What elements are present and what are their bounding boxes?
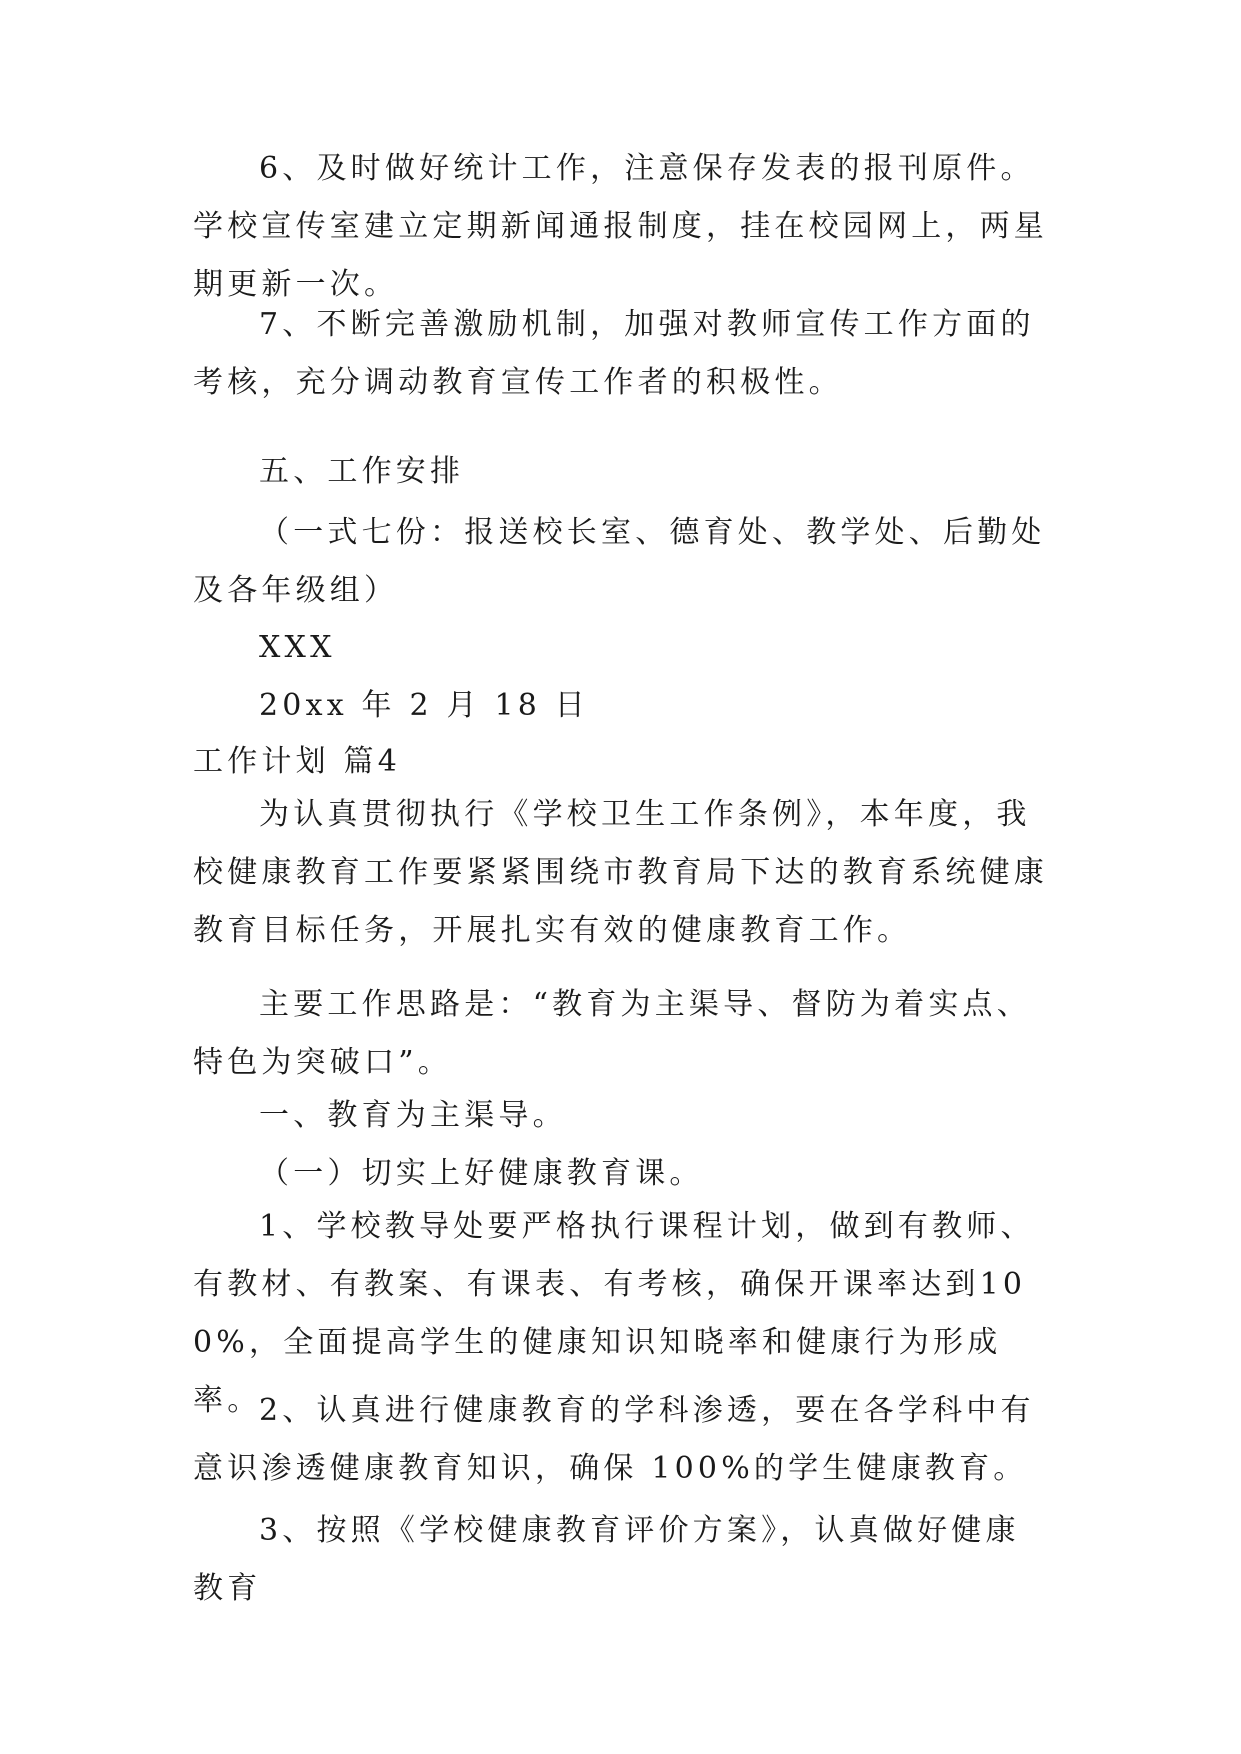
paragraph-item-7: 7、不断完善激励机制，加强对教师宣传工作方面的考核，充分调动教育宣传工作者的积极性。 [193,307,1035,400]
section-title: 工作计划 篇4 [193,744,402,779]
subheading-health-class: （一）切实上好健康教育课。 [259,1156,704,1191]
document-date: 20xx 年 2 月 18 日 [259,688,589,723]
heading-education-main-channel: 一、教育为主渠导。 [259,1098,567,1133]
section-heading-work-arrangement: 五、工作安排 [259,454,465,489]
list-item-3: 3、按照《学校健康教育评价方案》，认真做好健康教育 [193,1513,1020,1606]
paragraph-item-6: 6、及时做好统计工作，注意保存发表的报刊原件。学校宣传室建立定期新闻通报制度，挂在校园网上，两星期更新一次。 [193,151,1048,302]
distribution-note: （一式七份：报送校长室、德育处、教学处、后勤处及各年级组） [193,515,1046,608]
list-item-2: 2、认真进行健康教育的学科渗透，要在各学科中有意识渗透健康教育知识，确保 100%的学生健康教育。 [193,1393,1035,1486]
intro-paragraph: 为认真贯彻执行《学校卫生工作条例》，本年度，我校健康教育工作要紧紧围绕市教育局下达的教育系统健康教育目标任务，开展扎实有效的健康教育工作。 [193,797,1048,948]
list-item-1: 1、学校教导处要严格执行课程计划，做到有教师、有教材、有教案、有课表、有考核，确保开课率达到100%，全面提高学生的健康知识知晓率和健康行为形成率。 [193,1209,1035,1418]
signature: XXX [259,630,336,665]
main-idea-paragraph: 主要工作思路是：“教育为主渠导、督防为着实点、特色为突破口”。 [193,987,1031,1080]
